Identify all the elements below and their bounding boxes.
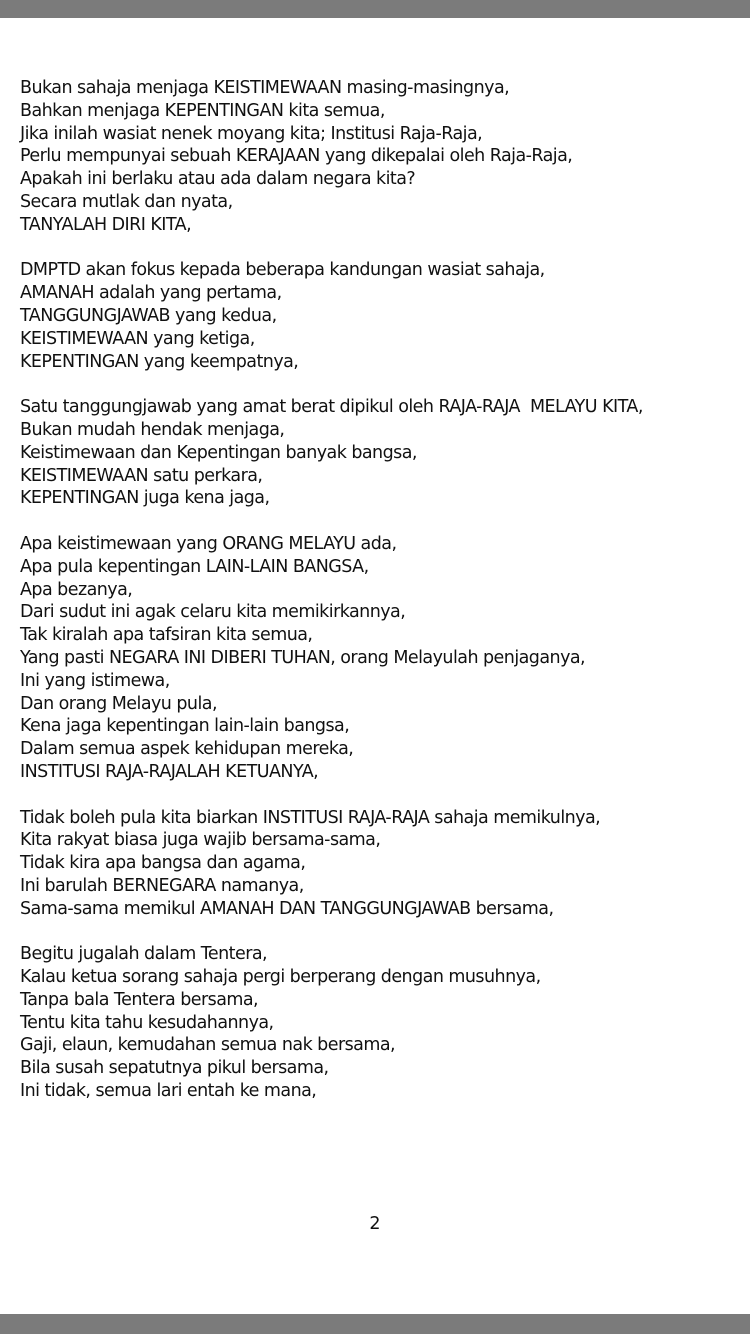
stanza <box>20 77 745 237</box>
text-line: Kita rakyat biasa juga wajib bersama-sama, <box>20 830 381 851</box>
stanza <box>20 943 745 1103</box>
text-line: Dari sudut ini agak celaru kita memikirkannya, <box>20 602 406 623</box>
text-line: Dalam semua aspek kehidupan mereka, <box>20 739 354 760</box>
text-line: TANYALAH DIRI KITA, <box>20 214 192 235</box>
text-line: Apa bezanya, <box>20 579 133 600</box>
text-line: Bila susah sepatutnya pikul bersama, <box>20 1058 329 1079</box>
text-line: Begitu jugalah dalam Tentera, <box>20 944 268 965</box>
text-line: Apakah ini berlaku atau ada dalam negara kita? <box>20 169 416 190</box>
text-line: Secara mutlak dan nyata, <box>20 191 233 212</box>
text-line: Dan orang Melayu pula, <box>20 693 217 714</box>
document-body <box>20 77 745 1126</box>
top-border-bar <box>0 0 750 18</box>
page-number: 2 <box>369 1214 381 1234</box>
text-line: Apa pula kepentingan LAIN-LAIN BANGSA, <box>20 556 369 577</box>
text-line: Kena jaga kepentingan lain-lain bangsa, <box>20 716 350 737</box>
text-line: KEPENTINGAN yang keempatnya, <box>20 351 299 372</box>
text-line: Gaji, elaun, kemudahan semua nak bersama, <box>20 1035 396 1056</box>
text-line: KEISTIMEWAAN satu perkara, <box>20 465 263 486</box>
text-line: Tidak boleh pula kita biarkan INSTITUSI RAJA-RAJA sahaja memikulnya, <box>20 807 601 828</box>
text-line: KEISTIMEWAAN yang ketiga, <box>20 328 255 349</box>
text-line: Bahkan menjaga KEPENTINGAN kita semua, <box>20 100 385 121</box>
text-line: TANGGUNGJAWAB yang kedua, <box>20 305 277 326</box>
text-line: Keistimewaan dan Kepentingan banyak bangsa, <box>20 442 417 463</box>
text-line: Yang pasti NEGARA INI DIBERI TUHAN, orang Melayulah penjaganya, <box>20 647 586 668</box>
text-line: Kalau ketua sorang sahaja pergi berperang dengan musuhnya, <box>20 967 541 988</box>
text-line: Bukan mudah hendak menjaga, <box>20 419 285 440</box>
stanza <box>20 533 745 784</box>
bottom-border-bar <box>0 1314 750 1334</box>
stanza <box>20 259 745 373</box>
text-line: Tak kiralah apa tafsiran kita semua, <box>20 625 313 646</box>
text-line: Jika inilah wasiat nenek moyang kita; Institusi Raja-Raja, <box>20 123 483 144</box>
text-line: INSTITUSI RAJA-RAJALAH KETUANYA, <box>20 761 319 782</box>
text-line: Satu tanggungjawab yang amat berat dipikul oleh RAJA-RAJA MELAYU KITA, <box>20 397 643 418</box>
text-line: Tentu kita tahu kesudahannya, <box>20 1012 274 1033</box>
text-line: KEPENTINGAN juga kena jaga, <box>20 488 270 509</box>
text-line: Ini yang istimewa, <box>20 670 170 691</box>
text-line: Perlu mempunyai sebuah KERAJAAN yang dikepalai oleh Raja-Raja, <box>20 146 573 167</box>
text-line: Bukan sahaja menjaga KEISTIMEWAAN masing-masingnya, <box>20 78 510 98</box>
text-line: Tanpa bala Tentera bersama, <box>20 989 259 1010</box>
text-line: Sama-sama memikul AMANAH DAN TANGGUNGJAWAB bersama, <box>20 898 554 919</box>
text-line: Apa keistimewaan yang ORANG MELAYU ada, <box>20 533 397 554</box>
text-line: Tidak kira apa bangsa dan agama, <box>20 853 306 874</box>
text-line: AMANAH adalah yang pertama, <box>20 283 282 304</box>
text-line: Ini tidak, semua lari entah ke mana, <box>20 1081 317 1102</box>
stanza <box>20 807 745 921</box>
text-line: DMPTD akan fokus kepada beberapa kandungan wasiat sahaja, <box>20 260 545 281</box>
stanza <box>20 396 745 510</box>
text-line: Ini barulah BERNEGARA namanya, <box>20 875 304 896</box>
